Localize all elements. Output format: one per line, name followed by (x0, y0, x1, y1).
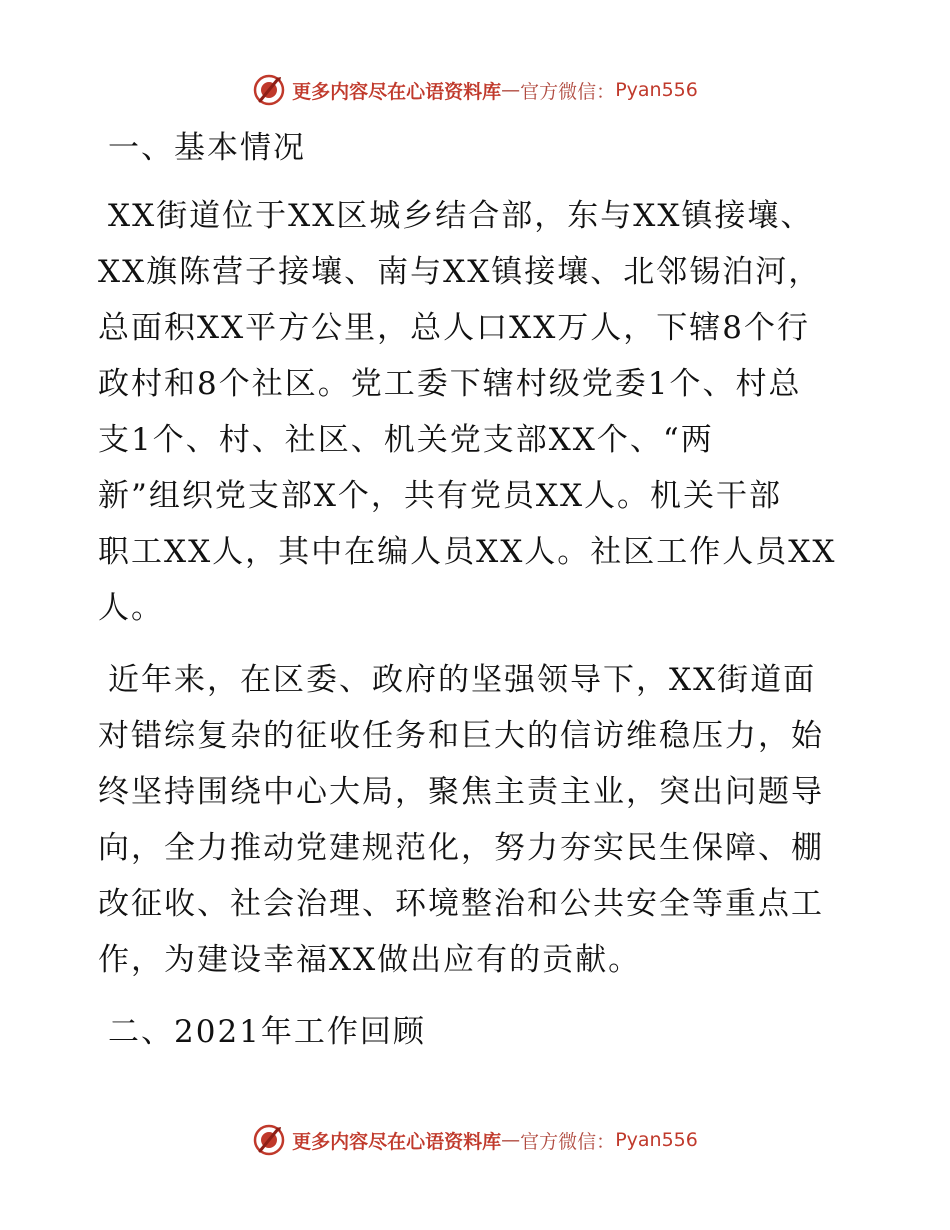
watermark-separator: — (501, 79, 521, 101)
pen-logo-icon (252, 73, 286, 107)
paragraph-line: 人。 (98, 590, 164, 626)
watermark-id: Pyan556 (615, 1129, 698, 1151)
paragraph-line: 对错综复杂的征收任务和巨大的信访维稳压力，始 (98, 718, 824, 754)
paragraph-line: 向，全力推动党建规范化，努力夯实民生保障、棚 (98, 830, 824, 866)
paragraph-line: 近年来，在区委、政府的坚强领导下，XX街道面 (108, 662, 817, 698)
watermark-header (0, 70, 950, 110)
watermark-label: 官方微信： (520, 1130, 616, 1153)
pen-logo-icon (252, 1123, 286, 1157)
paragraph-basic-info (108, 188, 858, 244)
watermark-main-text: 更多内容尽在心语资料库 (292, 80, 502, 103)
paragraph-line: XX旗陈营子接壤、南与XX镇接壤、北邻锡泊河， (98, 254, 822, 290)
watermark-main-text: 更多内容尽在心语资料库 (292, 1130, 502, 1153)
paragraph-basic-info-cont (98, 244, 858, 636)
paragraph-recent-years-cont (98, 708, 858, 988)
paragraph-line: 总面积XX平方公里，总人口XX万人，下辖8个行 (98, 310, 810, 346)
paragraph-recent-years (108, 652, 858, 708)
watermark-footer (0, 1120, 950, 1160)
section-heading-basic-info: 一、基本情况 (108, 130, 306, 166)
section-heading-2021-review: 二、2021年工作回顾 (108, 1014, 426, 1050)
watermark-label: 官方微信： (520, 80, 616, 103)
document-body (98, 120, 858, 1060)
paragraph-line: XX街道位于XX区城乡结合部，东与XX镇接壤、 (108, 198, 814, 234)
paragraph-line: 职工XX人，其中在编人员XX人。社区工作人员XX (98, 534, 837, 570)
paragraph-line: 支1个、村、社区、机关党支部XX个、“两 (98, 422, 714, 458)
watermark-id: Pyan556 (615, 79, 698, 101)
paragraph-line: 改征收、社会治理、环境整治和公共安全等重点工 (98, 886, 824, 922)
paragraph-line: 新”组织党支部X个，共有党员XX人。机关干部 (98, 478, 783, 514)
watermark-separator: — (501, 1129, 521, 1151)
paragraph-line: 政村和8个社区。党工委下辖村级党委1个、村总 (98, 366, 802, 402)
paragraph-line: 终坚持围绕中心大局，聚焦主责主业，突出问题导 (98, 774, 824, 810)
paragraph-line: 作，为建设幸福XX做出应有的贡献。 (98, 942, 642, 978)
